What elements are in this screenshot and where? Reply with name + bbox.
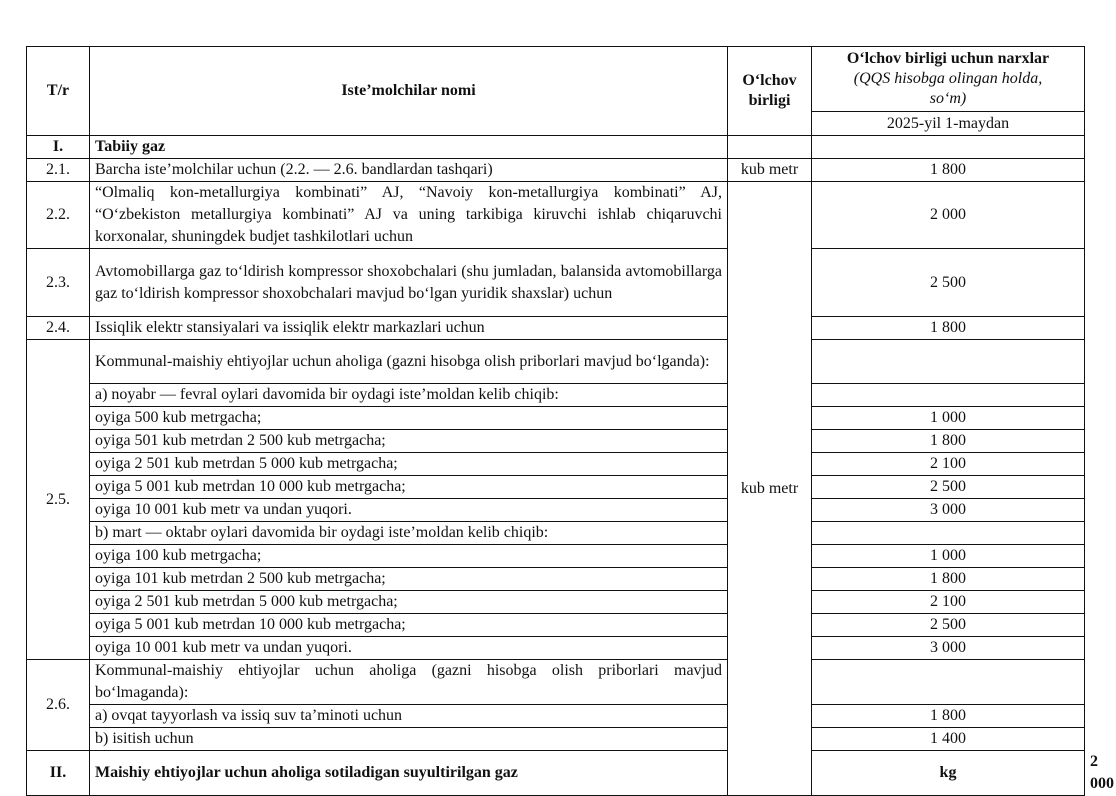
header-price bbox=[812, 47, 1085, 112]
empty-cell bbox=[812, 340, 1085, 384]
row-unit: kub metr bbox=[728, 159, 812, 182]
section-title: Tabiiy gaz bbox=[90, 136, 728, 159]
empty-cell bbox=[728, 136, 812, 159]
tier-desc: oyiga 100 kub metrgacha; bbox=[90, 545, 728, 568]
tier-desc: oyiga 2 501 kub metrdan 5 000 kub metrgacha; bbox=[90, 591, 728, 614]
row-price: 1 800 bbox=[812, 159, 1085, 182]
tier-price: 3 000 bbox=[812, 637, 1085, 660]
tier-desc: oyiga 10 001 kub metr va undan yuqori. bbox=[90, 637, 728, 660]
header-no: T/r bbox=[27, 47, 90, 136]
tier-price: 1 800 bbox=[812, 568, 1085, 591]
table-row bbox=[27, 159, 1085, 182]
empty-cell bbox=[812, 660, 1085, 705]
table-row bbox=[27, 317, 1085, 340]
tier-row bbox=[27, 705, 1085, 728]
row-no: 2.4. bbox=[27, 317, 90, 340]
tier-desc: oyiga 10 001 kub metr va undan yuqori. bbox=[90, 499, 728, 522]
section-unit: kg bbox=[812, 751, 1085, 796]
section-title: Maishiy ehtiyojlar uchun aholiga sotiladigan suyultirilgan gaz bbox=[90, 751, 728, 796]
row-price: 1 800 bbox=[812, 317, 1085, 340]
row-price: 2 000 bbox=[812, 182, 1085, 249]
subsection-title: a) noyabr — fevral oylari davomida bir oydagi iste’moldan kelib chiqib: bbox=[90, 384, 728, 407]
tier-row bbox=[27, 568, 1085, 591]
tier-price: 1 400 bbox=[812, 728, 1085, 751]
tier-row bbox=[27, 430, 1085, 453]
row-desc: “Olmaliq kon-metallurgiya kombinati” AJ, “Navoiy kon-metallurgiya kombinati” AJ, “O‘zbekiston metallurgiya kombinati” AJ va uning tarkibiga kiruvchi ishlab chiqaruvchi korxonalar, shuningdek budjet tashkilotlari uchun bbox=[90, 182, 728, 249]
tier-desc: oyiga 501 kub metrdan 2 500 kub metrgacha; bbox=[90, 430, 728, 453]
table-row bbox=[27, 182, 1085, 249]
tier-row bbox=[27, 407, 1085, 430]
section-row: II. Maishiy ehtiyojlar uchun aholiga sotiladigan suyultirilgan gaz kg 2 000 bbox=[27, 751, 1085, 796]
table-row bbox=[27, 340, 1085, 384]
section-no: I. bbox=[27, 136, 90, 159]
tier-price: 2 500 bbox=[812, 476, 1085, 499]
header-name: Iste’molchilar nomi bbox=[90, 47, 728, 136]
tier-row bbox=[27, 476, 1085, 499]
row-desc: Issiqlik elektr stansiyalari va issiqlik elektr markazlari uchun bbox=[90, 317, 728, 340]
tier-price: 1 000 bbox=[812, 407, 1085, 430]
tier-desc: a) ovqat tayyorlash va issiq suv ta’minoti uchun bbox=[90, 705, 728, 728]
row-no: 2.3. bbox=[27, 249, 90, 317]
row-desc: Kommunal-maishiy ehtiyojlar uchun aholiga (gazni hisobga olish priborlari mavjud bo‘lganda): bbox=[90, 340, 728, 384]
tier-price: 3 000 bbox=[812, 499, 1085, 522]
empty-cell bbox=[812, 522, 1085, 545]
subsection-row bbox=[27, 522, 1085, 545]
header-price-date: 2025-yil 1-maydan bbox=[812, 112, 1085, 136]
tier-row bbox=[27, 499, 1085, 522]
tier-desc: b) isitish uchun bbox=[90, 728, 728, 751]
header-price-title: O‘lchov birligi uchun narxlar bbox=[846, 50, 1050, 67]
row-desc: Avtomobillarga gaz to‘ldirish kompressor shoxobchalari (shu jumladan, balansida avtomobillarga gaz to‘ldirish kompressor shoxobchalari mavjud bo‘lgan yuridik shaxslar) uchun bbox=[90, 249, 728, 317]
tier-row bbox=[27, 637, 1085, 660]
row-desc: Kommunal-maishiy ehtiyojlar uchun aholiga (gazni hisobga olish priborlari mavjud bo‘lmaganda): bbox=[90, 660, 728, 705]
tier-row bbox=[27, 453, 1085, 476]
row-no: 2.1. bbox=[27, 159, 90, 182]
tier-desc: oyiga 500 kub metrgacha; bbox=[90, 407, 728, 430]
tier-desc: oyiga 5 001 kub metrdan 10 000 kub metrgacha; bbox=[90, 476, 728, 499]
tier-row bbox=[27, 545, 1085, 568]
merged-unit: kub metr bbox=[728, 182, 812, 796]
subsection-row bbox=[27, 384, 1085, 407]
tier-price: 1 800 bbox=[812, 705, 1085, 728]
tariff-table bbox=[26, 46, 1114, 796]
header-row bbox=[27, 47, 1085, 112]
tier-price: 2 500 bbox=[812, 614, 1085, 637]
tier-desc: oyiga 101 kub metrdan 2 500 kub metrgacha; bbox=[90, 568, 728, 591]
table-row bbox=[27, 249, 1085, 317]
row-price: 2 500 bbox=[812, 249, 1085, 317]
row-no: 2.5. bbox=[27, 340, 90, 660]
tier-desc: oyiga 2 501 kub metrdan 5 000 kub metrgacha; bbox=[90, 453, 728, 476]
header-price-note: (QQS hisobga olingan holda, so‘m) bbox=[853, 70, 1043, 107]
header-unit: O‘lchov birligi bbox=[728, 47, 812, 136]
tier-row bbox=[27, 591, 1085, 614]
section-no: II. bbox=[27, 751, 90, 796]
tier-desc: oyiga 5 001 kub metrdan 10 000 kub metrgacha; bbox=[90, 614, 728, 637]
tier-row bbox=[27, 614, 1085, 637]
tier-row bbox=[27, 728, 1085, 751]
section-row bbox=[27, 136, 1085, 159]
tier-price: 2 100 bbox=[812, 453, 1085, 476]
tier-price: 1 000 bbox=[812, 545, 1085, 568]
empty-cell bbox=[812, 136, 1085, 159]
table-row bbox=[27, 660, 1085, 705]
tier-price: 1 800 bbox=[812, 430, 1085, 453]
row-no: 2.6. bbox=[27, 660, 90, 751]
row-no: 2.2. bbox=[27, 182, 90, 249]
row-desc: Barcha iste’molchilar uchun (2.2. — 2.6. bandlardan tashqari) bbox=[90, 159, 728, 182]
tier-price: 2 100 bbox=[812, 591, 1085, 614]
empty-cell bbox=[812, 384, 1085, 407]
subsection-title: b) mart — oktabr oylari davomida bir oydagi iste’moldan kelib chiqib: bbox=[90, 522, 728, 545]
